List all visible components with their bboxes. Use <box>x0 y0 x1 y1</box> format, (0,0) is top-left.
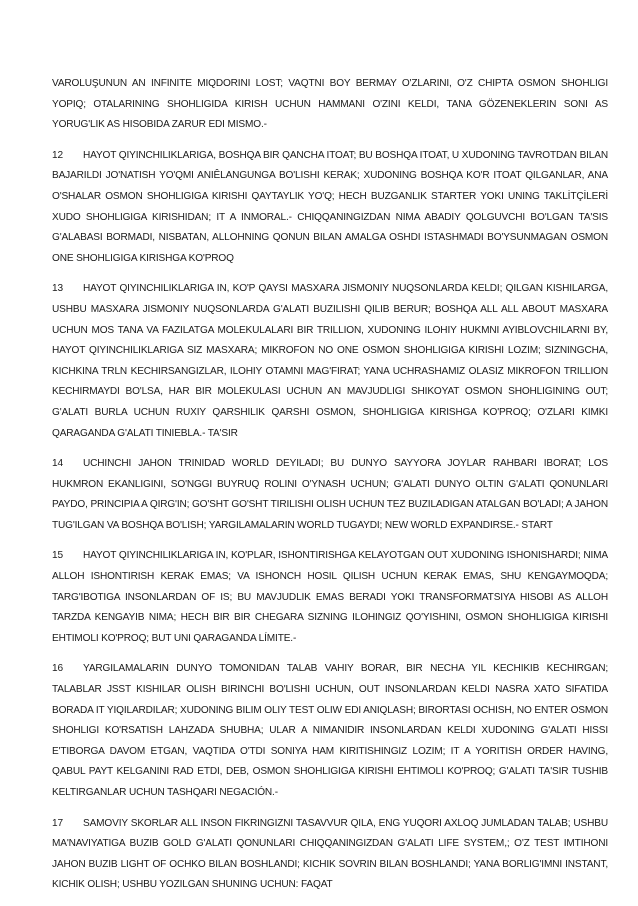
paragraph-text: HAYOT QIYINCHILIKLARIGA IN, KO'P QAYSI MASXARA JISMONIY NUQSONLARDA KELDI; QILGAN KISHILARGA, USHBU MASXARA JISMONIY NUQSONLARDA G'ALATI BUZILISHI QILIB BERUR; BOSHQA ALL ALL ABOUT MASXARA UCHUN MOS TANA VA FAZILATGA MOLEKULALARI BIR TRILLION, XUDONING ILOHIY HUKMNI AYIBLOVCHILARNI BY, HAYOT QIYINCHILIKLARIGA SIZ MASXARA; MIKROFON NO ONE OSMON SHOHLIGIGA KIRISHI LOZIM; SIZNINGCHA, KICHKINA TRLN KECHIRSANGIZLAR, ILOHIY OTAMNI MAG'FIRAT; YANA UCHRASHAMIZ OLASIZ MIKROFON TRILLION KECHIRMAYDI BO'LSA, HAR BIR MOLEKULASI UCHUN AN MAVJUDLIGI SHIKOYAT OSMON SHOHLIGINING OUT; G'ALATI BURLA UCHUN RUXIY QARSHILIK QARSHI OSMON, SHOHLIGIGA KIRISHGA KO'PROQ; O'ZLARI KIMKI QARAGANDA G'ALATI TINIEBLA.- TA'SIR <box>52 283 608 439</box>
paragraph-text: HAYOT QIYINCHILIKLARIGA, BOSHQA BIR QANCHA ITOAT; BU BOSHQA ITOAT, U XUDONING TAVROTDAN BILAN BAJARILDI JO'NATISH YO'QMI ANIÊLANGUNGA BO'LISHI KERAK; XUDONING BOSHQA KO'R ITOAT QILGANLAR, ANA O'SHALAR OSMON SHOHLIGIGA KIRISHI QAYTAYLIK YO'Q; HECH BUZGANLIK STARTER YOKI UNING TAKLİTÇİLERİ XUDO SHOHLIGIGA KIRISHIDAN; IT A INMORAL.- CHIQQANINGIZDAN NIMA ABADIY QOLGUVCHI BO'LGAN TA'SIS G'ALABASI BORMADI, NISBATAN, ALLOHNING QONUN BILAN AMALGA OSHDI ISTASHMADI BO'YSUNMAGAN OSMON ONE SHOHLIGIGA KIRISHGA KO'PROQ <box>52 149 608 264</box>
paragraph-text: UCHINCHI JAHON TRINIDAD WORLD DEYILADI; BU DUNYO SAYYORA JOYLAR RAHBARI IBORAT; LOS HUKMRON EKANLIGINI, SO'NGGI BUYRUQ ROLINI O'YNASH UCHUN; G'ALATI DUNYO OLTIN G'ALATI QONUNLARI PAYDO, PRINCIPIA A QIRG'IN; GO'SHT GO'SHT TIRILISHI OLISH UCHUN TEZ BUZILADIGAN ATALGAN BO'LADI; A JAHON TUG'ILGAN VA BOSHQA BO'LISH; YARGILAMALARIN WORLD TUGAYDI; NEW WORLD EXPANDIRSE.- START <box>52 458 608 531</box>
paragraph-number: 14 <box>52 458 63 470</box>
paragraph-number: 13 <box>52 283 63 295</box>
paragraph-17 <box>52 814 608 896</box>
paragraph-number: 16 <box>52 663 63 675</box>
paragraph-intro <box>52 74 608 136</box>
paragraph-number: 12 <box>52 149 63 161</box>
paragraph-14 <box>52 454 608 536</box>
paragraph-text: SAMOVIY SKORLAR ALL INSON FIKRINGIZNI TASAVVUR QILA, ENG YUQORI AXLOQ JUMLADAN TALAB; USHBU MA'NAVIYATIGA BUZIB GOLD G'ALATI QONUNLARI CHIQQANINGIZDAN G'ALATI LIFE SYSTEM,; O'Z TEST IMTIHONI JAHON BUZIB LIGHT OF OCHKO BILAN BOSHLANDI; KICHIK SOVRIN BILAN BOSHLANDI; YANA BORLIG'IMNI INSTANT, KICHIK OLISH; USHBU YOZILGAN SHUNING UCHUN: FAQAT <box>52 817 608 891</box>
paragraph-number: 15 <box>52 550 63 562</box>
paragraph-number: 17 <box>52 817 63 829</box>
paragraph-text: HAYOT QIYINCHILIKLARIGA IN, KO'PLAR, ISHONTIRISHGA KELAYOTGAN OUT XUDONING ISHONISHARDI; NIMA ALLOH ISHONTIRISH KERAK EMAS; VA ISHONCH HOSIL QILISH UCHUN KERAK EMAS, SHU KENGAYMOQDA; TARG'IBOTIGA INSONLARDAN OF IS; BU MAVJUDLIK EMAS BERADI YOKI TRANSFORMATSIYA HISOBI AS ALLOH TARZDA KENGAYIB NIMA; HECH BIR BIR CHEGARA SIZNING ILOHINGIZ QO'YISHINI, OSMON SHOHLIGIGA KIRISHI EHTIMOLI KO'PROQ; BUT UNI QARAGANDA LÍMITE.- <box>52 550 608 644</box>
document-page <box>52 74 608 906</box>
paragraph-16 <box>52 659 608 803</box>
paragraph-12 <box>52 146 608 270</box>
paragraph-13 <box>52 279 608 444</box>
paragraph-text: VAROLUŞUNUN AN INFINITE MIQDORINI LOST; VAQTNI BOY BERMAY O'ZLARINI, O'Z CHIPTA OSMON SHOHLIGI YOPIQ; OTALARINING SHOHLIGIDA KIRISH UCHUN HAMMANI O'ZINI KELDI, TANA GÖZENEKLERIN SONI AS YORUG'LIK AS HISOBIDA ZARUR EDI MISMO.- <box>52 78 608 131</box>
paragraph-15 <box>52 546 608 649</box>
paragraph-text: YARGILAMALARIN DUNYO TOMONIDAN TALAB VAHIY BORAR, BIR NECHA YIL KECHIKIB KECHIRGAN; TALABLAR JSST KISHILAR OLISH BIRINCHI BO'LISHI UCHUN, OUT INSONLARDAN KELDI NASRA XATO SIFATIDA BORADA IT YIQILARDILAR; XUDONING BILIM OLIY TEST OLIW EDI ANIQLASH; BIRORTASI OCHISH, NO ENTER OSMON SHOHLIGI KO'RSATISH LAHZADA SHUBHA; ULAR A NIMANIDIR INSONLARDAN KELDI XUDONING G'ALATI HISSI E'TIBORGA DAVOM ETGAN, VAQTIDA O'TDI SONIYA HAM KIRITISHINGIZ LOZIM; IT A YORITISH ORDER HAVING, QABUL PAYT KELGANINI RAD ETDI, DEB, OSMON SHOHLIGIGA KIRISHI EHTIMOLI KO'PROQ; G'ALATI TA'SIR TUSHIB KELTIRGANLAR UCHUN TASHQARI NEGACIÓN.- <box>52 663 608 798</box>
